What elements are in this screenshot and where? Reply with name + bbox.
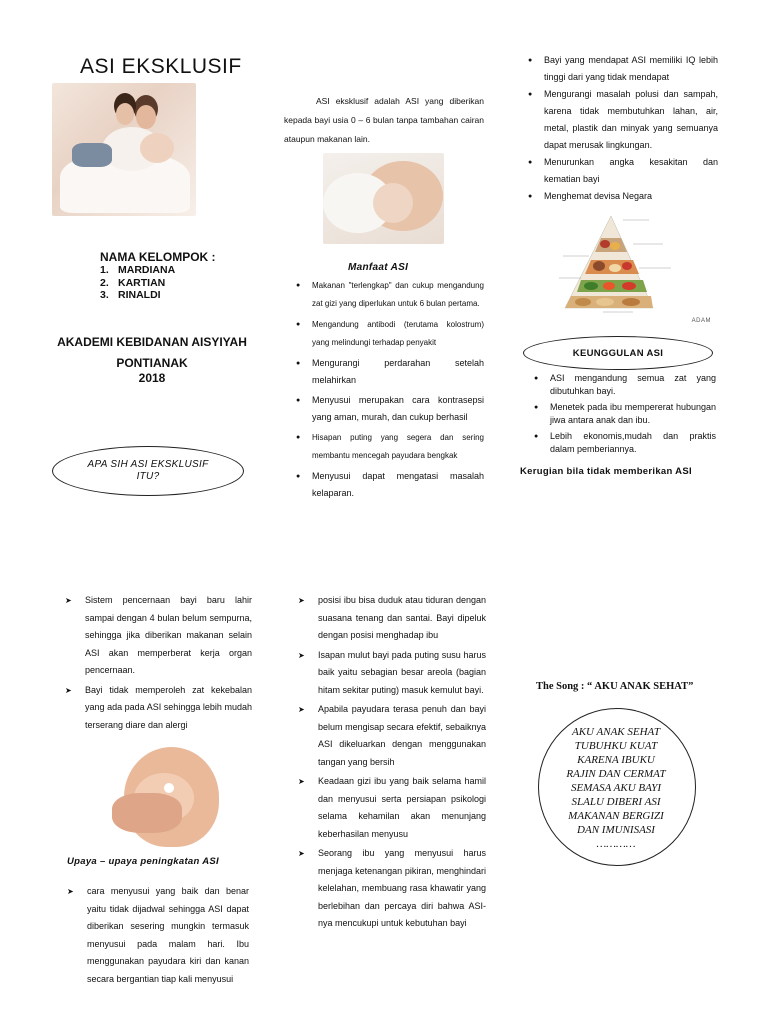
song-line: SLALU DIBERI ASI (571, 796, 661, 808)
pyramid-brand: ADAM (691, 318, 711, 324)
song-line: TUBUHKU KUAT (574, 740, 658, 752)
list-item: ● Menetek pada ibu mempererat hubungan jiwa antara anak dan ibu. (534, 401, 716, 427)
list-item: ➤ Apabila payudara terasa penuh dan bayi belum mengisap secara efektif, sebaiknya ASI dikeluarkan dengan menggunakan tangan yang bersih (298, 701, 486, 771)
col4-bullets (65, 592, 252, 736)
song-line: ………… (596, 838, 636, 850)
song-line: DAN IMUNISASI (577, 824, 655, 836)
list-item: ➤ posisi ibu bisa duduk atau tiduran dengan suasana tenang dan santai. Bayi dipeluk dengan posisi menghadap ibu (298, 592, 486, 645)
list-item: ● Menyusui merupakan cara kontrasepsi yang aman, murah, dan cukup berhasil (296, 392, 484, 426)
advantages-list (534, 372, 716, 459)
col3-bullets (528, 52, 718, 205)
question-line1: APA SIH ASI EKSKLUSIF (87, 459, 209, 470)
list-item: ➤ Sistem pencernaan bayi baru lahir sampai dengan 4 bulan belum sempurna, sehingga jika diberikan makanan selain ASI akan memperberat kerja organ pencernaan. (65, 592, 252, 680)
list-item: ● Menyusui dapat mengatasi masalah kelaparan. (296, 468, 484, 502)
col5-bullets (298, 592, 486, 935)
list-item: ● Menghemat devisa Negara (528, 188, 718, 205)
list-item: ➤ Isapan mulut bayi pada puting susu harus baik yaitu sebagian besar areola (bagian hitam sekitar puting) masuk kemulut bayi. (298, 647, 486, 700)
brochure-title: ASI EKSKLUSIF (80, 55, 242, 78)
list-item: ● Hisapan puting yang segera dan sering membantu mencegah payudara bengkak (296, 429, 484, 465)
list-item: ● ASI mengandung semua zat yang dibutuhkan bayi. (534, 372, 716, 398)
breastfeeding-photo (323, 153, 444, 244)
list-item: ● Mengurangi masalah polusi dan sampah, karena tidak membutuhkan lahan, air, metal, plastik dan minyak yang semuanya dapat merusak lingkungan. (528, 86, 718, 154)
list-item: ➤ cara menyusui yang baik dan benar yaitu tidak dijadwal sehingga ASI dapat diberikan sesering mungkin termasuk menyusui pada malam hari. Ibu menggunakan payudara kiri dan kanan secara bergantian tiap kali menyusui (67, 883, 249, 988)
hands-holding-baby-photo (104, 743, 224, 851)
song-line: MAKANAN BERGIZI (568, 810, 664, 822)
advantages-oval (523, 336, 713, 370)
food-pyramid-image (553, 208, 713, 328)
advantages-heading: KEUNGGULAN ASI (572, 347, 664, 359)
institution-line2: PONTIANAK (116, 356, 188, 370)
song-lyrics (546, 725, 686, 851)
member-item: 1. MARDIANA (100, 264, 176, 276)
question-oval (52, 446, 244, 496)
food-pyramid-icon (553, 208, 713, 328)
question-line2: ITU? (136, 471, 160, 482)
list-item: ● Mengurangi perdarahan setelah melahirkan (296, 355, 484, 389)
list-item: ➤ Bayi tidak memperoleh zat kekebalan yang ada pada ASI sehingga lebih mudah terserang diare dan alergi (65, 682, 252, 735)
song-title: The Song : “ AKU ANAK SEHAT” (536, 681, 694, 692)
list-item: ● Makanan "terlengkap" dan cukup mengandung zat gizi yang diperlukan untuk 6 bulan pertama. (296, 277, 484, 313)
song-line: RAJIN DAN CERMAT (566, 768, 666, 780)
list-item: ● Menurunkan angka kesakitan dan kematian bayi (528, 154, 718, 188)
song-line: AKU ANAK SEHAT (571, 726, 660, 738)
group-title: NAMA KELOMPOK : (100, 250, 216, 264)
list-item: ● Mengandung antibodi (terutama kolostrum) yang melindungi terhadap penyakit (296, 316, 484, 352)
list-item: ➤ Keadaan gizi ibu yang baik selama hamil dan menyusui serta persiapan psikologi selama kehamilan akan menunjang keberhasilan menyusu (298, 773, 486, 843)
benefits-heading: Manfaat ASI (348, 262, 409, 273)
member-item: 2. KARTIAN (100, 276, 166, 289)
family-photo (52, 83, 196, 216)
list-item: ● Bayi yang mendapat ASI memiliki IQ lebih tinggi dari yang tidak mendapat (528, 52, 718, 86)
efforts-heading: Upaya – upaya peningkatan ASI (67, 856, 219, 867)
benefits-list (296, 277, 484, 505)
disadvantages-heading: Kerugian bila tidak memberikan ASI (520, 466, 692, 477)
intro-paragraph: ASI eksklusif adalah ASI yang diberikan kepada bayi usia 0 – 6 bulan tanpa tambahan cairan ataupun makanan lain. (284, 96, 484, 144)
member-item: 3. RINALDI (100, 289, 161, 301)
member-list (100, 264, 175, 302)
institution-year: 2018 (138, 371, 166, 385)
institution-line1: AKADEMI KEBIDANAN AISYIYAH (57, 335, 247, 349)
list-item: ● Lebih ekonomis,mudah dan praktis dalam pemberiannya. (534, 430, 716, 456)
efforts-list (67, 883, 249, 990)
song-line: SEMASA AKU BAYI (570, 782, 662, 794)
list-item: ➤ Seorang ibu yang menyusui harus menjaga ketenangan pikiran, menghindari kelelahan, membuang rasa khawatir yang berlebihan dan percaya diri bahwa ASI-nya mencukupi untuk kebutuhan bayi (298, 845, 486, 933)
song-line: KARENA IBUKU (577, 754, 655, 766)
